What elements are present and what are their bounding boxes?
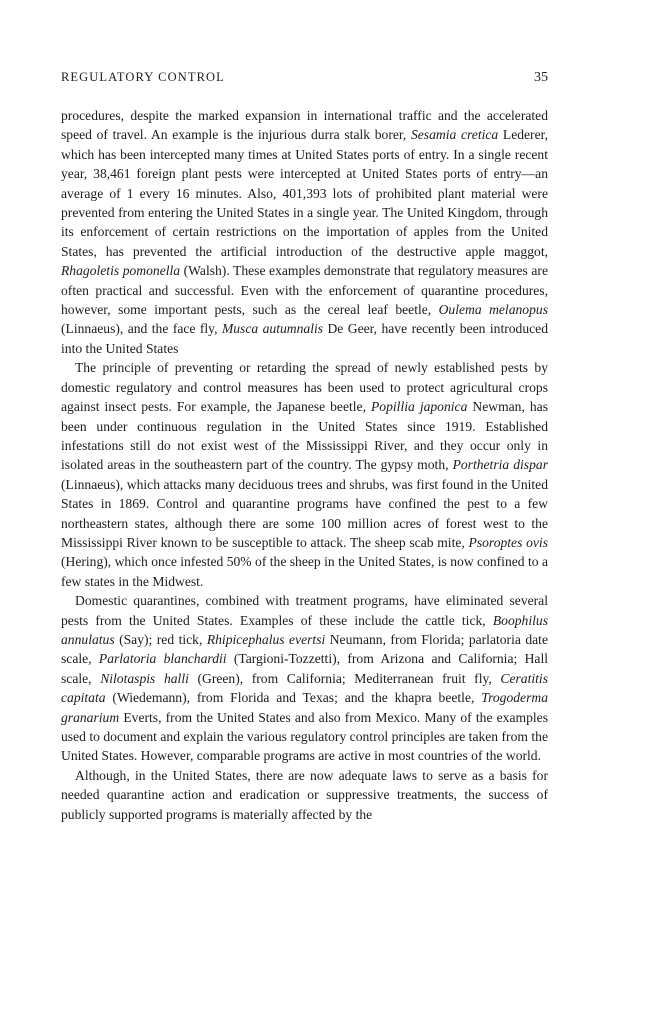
text-run: (Linnaeus), which attacks many deciduous trees and shrubs, was first found in the United States in 1869. Control and quarantine programs have confined the pest to a few northeastern states, although there are some 100 million acres of forest west to the Mississippi River known to be susceptible to attack. The sheep scab mite, bbox=[61, 476, 548, 550]
text-run: procedures, despite the marked expansion in international traffic and the accelerated speed of travel. An example is the injurious durra stalk borer, bbox=[61, 108, 548, 143]
page-header bbox=[61, 70, 548, 92]
paragraph bbox=[61, 591, 548, 766]
body-text bbox=[61, 106, 548, 824]
text-run: De Geer, have recently been introduced into the United States bbox=[61, 321, 548, 356]
species-name: Trogoderma granarium bbox=[61, 690, 548, 725]
species-name: Musca autumnalis bbox=[221, 321, 324, 337]
species-name: Rhagoletis pomonella bbox=[61, 263, 181, 279]
species-name: Parlatoria blanchardii bbox=[98, 651, 227, 667]
page-number: 35 bbox=[534, 70, 548, 85]
species-name: Popillia japonica bbox=[371, 399, 468, 415]
text-run: (Walsh). These examples demonstrate that regulatory measures are often practical and successful. Even with the enforcement of quarantine procedures, however, some important pests, such as the cereal leaf beetle, bbox=[61, 263, 548, 318]
text-run: Lederer, which has been intercepted many times at United States ports of entry. In a single recent year, 38,461 foreign plant pests were intercepted at United States ports of entry—an average of 1 every 16 minutes. Also, 401,393 lots of prohibited plant material were prevented from entering the United States in a single year. The United Kingdom, through its enforcement of certain restrictions on the importation of apples from the United States, has prevented the artificial introduction of the destructive apple maggot, bbox=[61, 127, 548, 259]
species-name: Rhipicephalus evertsi bbox=[206, 631, 326, 647]
species-name: Nilotaspis halli bbox=[100, 670, 189, 686]
paragraph bbox=[61, 106, 548, 358]
text-run: (Targioni-Tozzetti), from Arizona and California; Hall scale, bbox=[61, 651, 548, 686]
species-name: Oulema melanopus bbox=[438, 302, 548, 318]
species-name: Ceratitis capitata bbox=[61, 670, 548, 706]
species-name: Psoroptes ovis bbox=[468, 534, 548, 550]
paragraph bbox=[61, 358, 548, 591]
text-run: (Wiedemann), from Florida and Texas; and the khapra beetle, bbox=[105, 690, 482, 706]
book-page bbox=[61, 70, 548, 824]
species-name: Porthetria dispar bbox=[452, 457, 548, 473]
text-run: Domestic quarantines, combined with treatment programs, have eliminated several pests from the United States. Examples of these include the cattle tick, bbox=[61, 593, 548, 628]
text-run: The principle of preventing or retarding the spread of newly established pests by domestic regulatory and control measures has been used to protect agricultural crops against insect pests. For example, the Japanese beetle, bbox=[61, 360, 548, 415]
text-run: Neumann, from Florida; parlatoria date scale, bbox=[61, 631, 548, 667]
paragraph bbox=[61, 766, 548, 824]
text-run: (Linnaeus), and the face fly, bbox=[61, 321, 222, 337]
running-head: REGULATORY CONTROL bbox=[61, 70, 225, 84]
text-run: Although, in the United States, there are now adequate laws to serve as a basis for needed quarantine action and eradication or suppressive treatments, the success of publicly supported programs is materially affected by the bbox=[61, 767, 548, 822]
text-run: (Say); red tick, bbox=[114, 631, 207, 647]
species-name: Sesamia cretica bbox=[410, 127, 499, 143]
text-run: (Hering), which once infested 50% of the sheep in the United States, is now confined to a few states in the Midwest. bbox=[61, 554, 548, 589]
text-run: (Green), from California; Mediterranean fruit fly, bbox=[188, 670, 501, 686]
text-run: Everts, from the United States and also from Mexico. Many of the examples used to document and explain the various regulatory control principles are taken from the United States. However, comparable programs are active in most countries of the world. bbox=[61, 709, 548, 764]
species-name: Boophilus annulatus bbox=[61, 612, 548, 647]
text-run: Newman, has been under continuous regulation in the United States since 1919. Established infestations still do not exist west of the Mississippi River, and they occur only in isolated areas in the southeastern part of the country. The gypsy moth, bbox=[61, 399, 549, 473]
